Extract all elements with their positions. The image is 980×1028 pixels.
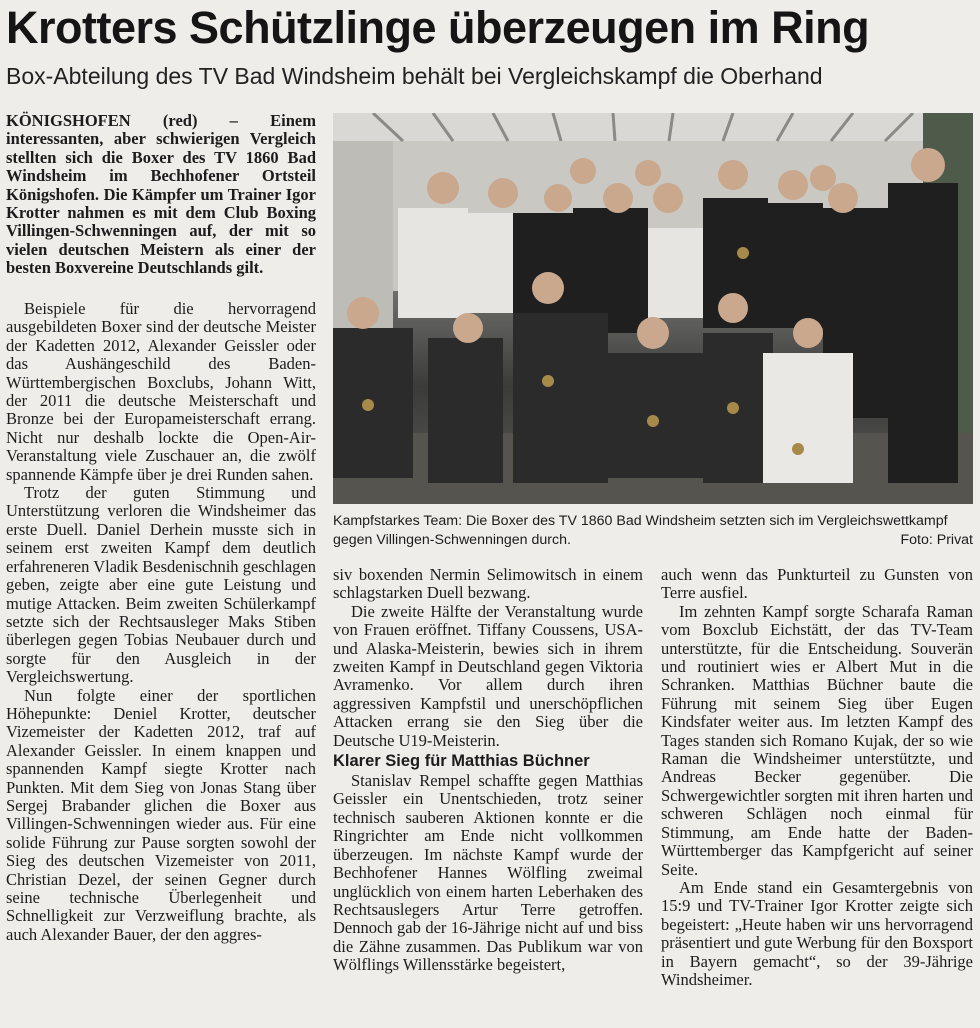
article-column-2 [333,566,643,1028]
photo-credit: Foto: Privat [900,532,973,548]
paragraph: Stanislav Rempel schaffte gegen Matthias Geissler ein Unentschieden, trotz seiner technisch sauberen Aktionen konnte er die Ringrichter am Ende nicht vollkommen überzeugen. Im nächste Kampf wurde der Bechhofener Hannes Wölfling zweimal unglücklich von einem harten Leberhaken des Rechtsauslegers Artur Terre getroffen. Dennoch gab der 16-Jährige nicht auf und biss die Zähne zusammen. Das Publikum war von Wölflings Willensstärke begeistert, [333,771,643,975]
paragraph: siv boxenden Nermin Selimowitsch in einem schlagstarken Duell bezwang. [333,566,643,603]
dateline: KÖNIGSHOFEN (red) [6,111,198,130]
lead-text: – Einem interessanten, aber schwierigen Vergleich stellten sich die Boxer des TV 1860 Bad Windsheim im Bechhofener Ortsteil Königshofen. Die Kämpfer um Trainer Igor Krotter nahmen es mit dem Club Boxing Villingen-Schwenningen auf, der mit so vielen deutschen Meistern als einer der besten Boxvereine Deutschlands gilt. [6,111,316,278]
team-photo [333,113,973,504]
article-column-1 [6,300,316,1028]
article-subheadline: Box-Abteilung des TV Bad Windsheim behält bei Vergleichskampf die Oberhand [6,63,823,89]
article-column-3 [661,566,973,1028]
section-subheading: Klarer Sieg für Matthias Büchner [333,752,590,771]
article-headline: Krotters Schützlinge überzeugen im Ring [6,2,870,53]
team-photo-illustration [333,113,973,504]
paragraph: Die zweite Hälfte der Veranstaltung wurde von Frauen eröffnet. Tiffany Coussens, USA-und Alaska-Meisterin, bewies sich in ihrem zweiten Kampf in Deutschland gegen Viktoria Avramenko. Vor allem durch ihren aggressiven Kampfstil und unerschöpflichen Attacken errang sie den Sieg über die Deutsche U19-Meisterin. [333,601,643,750]
paragraph: auch wenn das Punkturteil zu Gunsten von Terre ausfiel. [661,566,973,603]
photo-caption-text: Kampfstarkes Team: Die Boxer des TV 1860 Bad Windsheim setzten sich im Vergleichswettkampf gegen Villingen-Schwenningen durch. [333,513,948,548]
paragraph: Trotz der guten Stimmung und Unterstützung verloren die Windsheimer das erste Duell. Daniel Derhein musste sich in seinem erst zweiten Kampf dem deutlich erfahreneren Vladik Besdenischnih geschlagen geben, zeigte aber eine gute Leistung und mutige Attacken. Beim zweiten Schülerkampf setzte sich der Rechtsausleger Maks Stiben überlegen gegen Tobias Neubauer durch und sorgte für den Ausgleich in der Vergleichswertung. [6,483,316,687]
paragraph: Im zehnten Kampf sorgte Scharafa Raman vom Boxclub Eichstätt, der das TV-Team unterstützte, für die Entscheidung. Souverän und routiniert wies er Albert Mut in die Schranken. Matthias Büchner baute die Führung mit seinem Sieg über Eugen Kindsfater weiter aus. Im letzten Kampf des Tages standen sich Romano Kujak, der so wie Raman die Windsheimer unterstützte, und Andreas Becker gegenüber. Die Schwergewichtler sorgten mit ihren harten und schweren Schlägen noch einmal für Stimmung, am Ende hatte der Baden-Württemberger das Kampfgericht auf seiner Seite. [661,601,973,879]
photo-caption [333,512,973,550]
paragraph: Am Ende stand ein Gesamtergebnis von 15:9 und TV-Trainer Igor Krotter zeigte sich begeistert: „Heute haben wir uns hervorragend präsentiert und gute Werbung für den Boxsport in Bayern gemacht“, so der 39-Jährige Windsheimer. [661,877,973,989]
paragraph: Beispiele für die hervorragend ausgebildeten Boxer sind der deutsche Meister der Kadetten 2012, Alexander Geissler oder das Aushängeschild des Baden-Württembergischen Boxclubs, Johann Witt, der 2011 die deutsche Meisterschaft und Bronze bei der Europameisterschaft errang. Nicht nur deshalb lockte die Open-Air-Veranstaltung viele Zuschauer an, die zwölf spannende Kämpfe über je drei Runden sahen. [6,300,316,484]
paragraph: Nun folgte einer der sportlichen Höhepunkte: Deniel Krotter, deutscher Vizemeister der Kadetten 2012, traf auf Alexander Geissler. In einem knappen und spannenden Kampf siegte Krotter nach Punkten. Mit dem Sieg von Jonas Stang über Sergej Brabander glichen die Boxer aus Villingen-Schwenningen wieder aus. Für eine solide Führung zur Pause sorgten sowohl der Sieg des deutschen Vizemeister von 2011, Christian Dezel, der seinen Gegner durch seine technische Überlegenheit und Schnelligkeit zur Verzweiflung brachte, als auch Alexander Bauer, der den aggres- [6,685,316,944]
lead-paragraph [6,112,316,278]
